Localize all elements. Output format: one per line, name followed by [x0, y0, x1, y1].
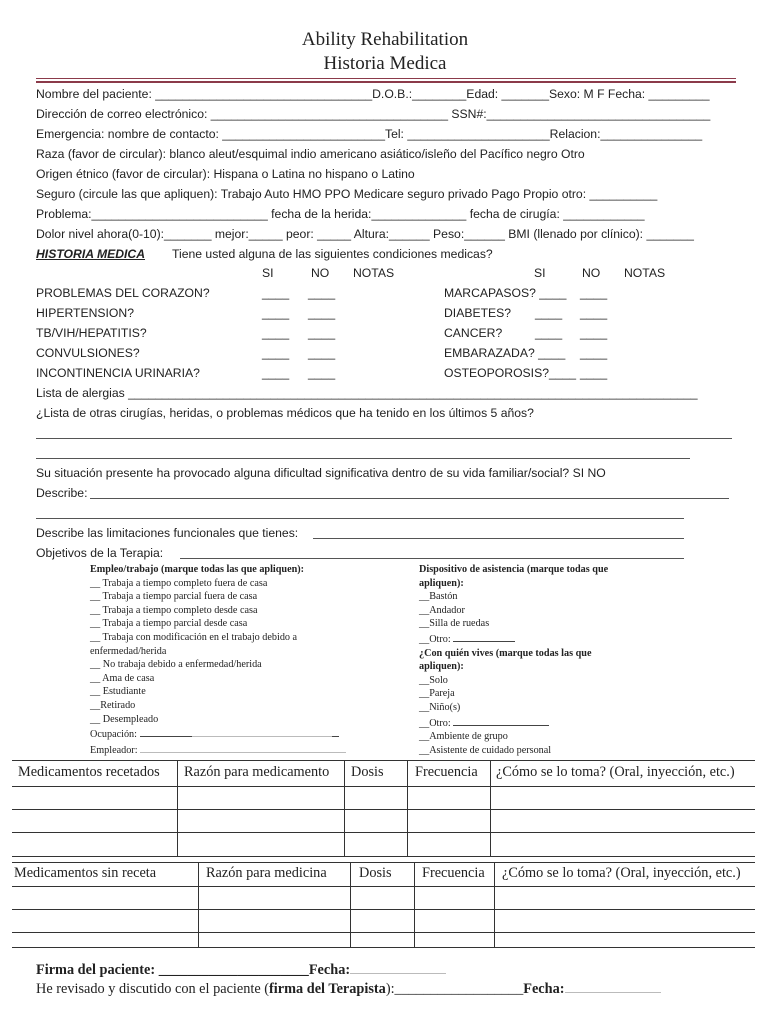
lives-with-option-other[interactable] [419, 715, 608, 731]
heart-no-blank[interactable]: ____ [308, 286, 336, 300]
condition-cancer: CANCER? [444, 326, 503, 340]
col-notas-right: NOTAS [624, 266, 666, 280]
therapist-signature-label: firma del Terapista [269, 981, 386, 997]
ethnicity-line[interactable]: Origen étnico (favor de circular): Hispana o Latina no hispano o Latino [36, 167, 415, 181]
condition-hypertension: HIPERTENSION? [36, 306, 134, 320]
assistive-heading: Dispositivo de asistencia (marque todas que [419, 564, 609, 575]
prescribed-col-reason: Razón para medicamento [184, 764, 330, 780]
employer-field[interactable] [90, 742, 346, 758]
employment-heading: Empleo/trabajo (marque todas las que apliquen): [90, 564, 305, 575]
medical-history-heading: HISTORIA MEDICA [36, 247, 146, 261]
objectives-label: Objetivos de la Terapia: [36, 546, 164, 560]
col-si-right: SI [534, 266, 546, 280]
employment-option[interactable]: __Retirado [90, 699, 136, 711]
tb-si-blank[interactable]: ____ [262, 326, 290, 340]
lives-with-heading-cont: apliquen): [419, 661, 464, 673]
prescribed-col-how: ¿Cómo se lo toma? (Oral, inyección, etc.) [496, 764, 735, 780]
describe-answer-line-2[interactable] [36, 518, 684, 519]
lives-with-option[interactable]: __Solo [419, 674, 448, 686]
prescribed-col-dose: Dosis [351, 764, 384, 780]
patient-signature-line[interactable] [36, 961, 446, 979]
tb-no-blank[interactable]: ____ [308, 326, 336, 340]
pacemaker-no-blank[interactable]: ____ [580, 286, 608, 300]
convulsions-no-blank[interactable]: ____ [308, 346, 336, 360]
surgeries-answer-line-2[interactable] [36, 458, 690, 459]
assistive-option-other[interactable] [419, 631, 608, 647]
race-line[interactable]: Raza (favor de circular): blanco aleut/esquimal indio americano asiático/isleño del Pacífico negro Otro [36, 147, 585, 161]
employment-option[interactable]: __ Estudiante [90, 686, 146, 698]
col-no-left: NO [311, 266, 330, 280]
condition-pacemaker: MARCAPASOS? ____ [444, 286, 567, 300]
employment-option[interactable]: __ Desempleado [90, 713, 159, 725]
otc-col-how: ¿Cómo se lo toma? (Oral, inyección, etc.) [502, 865, 741, 881]
therapist-signature-line[interactable] [36, 980, 661, 998]
employment-option[interactable]: __ Trabaja con modificación en el trabajo debido a [90, 631, 298, 643]
condition-diabetes: DIABETES? [444, 306, 512, 320]
therapist-date-blank[interactable] [565, 980, 661, 993]
osteoporosis-no-blank[interactable]: ____ [580, 366, 608, 380]
prescribed-col-frequency: Frecuencia [415, 764, 478, 780]
hypertension-no-blank[interactable]: ____ [308, 306, 336, 320]
condition-convulsions: CONVULSIONES? [36, 346, 140, 360]
header-divider-double [36, 81, 736, 83]
emergency-contact-line[interactable]: Emergencia: nombre de contacto: ________________________Tel: _____________________Relacion:_______________ [36, 127, 703, 141]
hypertension-si-blank[interactable]: ____ [262, 306, 290, 320]
lives-with-option[interactable]: __Pareja [419, 688, 455, 700]
email-ssn-line[interactable]: Dirección de correo electrónico: ___________________________________ SSN#:_________________________________ [36, 107, 711, 121]
employment-option[interactable]: __ Trabaja a tiempo completo fuera de casa [90, 577, 268, 589]
condition-pregnant: EMBARAZADA? ____ [444, 346, 566, 360]
diabetes-no-blank[interactable]: ____ [580, 306, 608, 320]
occupation-field[interactable] [90, 726, 346, 742]
employment-section [90, 563, 346, 757]
otc-col-reason: Razón para medicina [206, 865, 327, 881]
lives-with-option[interactable]: __Asistente de cuidado personal [419, 744, 552, 756]
pain-level-line[interactable]: Dolor nivel ahora(0-10):_______ mejor:_____ peor: _____ Altura:______ Peso:______ BMI (llenado por clínico): _______ [36, 227, 694, 241]
objectives-answer-line[interactable] [180, 558, 684, 559]
limitations-label: Describe las limitaciones funcionales que tienes: [36, 526, 299, 540]
prescribed-col-medication: Medicamentos recetados [18, 764, 160, 780]
employment-option[interactable]: __ Trabaja a tiempo parcial fuera de casa [90, 591, 258, 603]
otc-col-frequency: Frecuencia [422, 865, 485, 881]
cancer-si-blank[interactable]: ____ [535, 326, 563, 340]
describe-label: Describe: [36, 486, 88, 500]
otc-col-dose: Dosis [359, 865, 392, 881]
form-title: Ability Rehabilitation [301, 29, 469, 50]
patient-signature-label: Firma del paciente: [36, 962, 156, 978]
condition-incontinence: INCONTINENCIA URINARIA? [36, 366, 200, 380]
lives-with-other-label: __Otro: [419, 717, 451, 729]
employment-option-cont: enfermedad/herida [90, 645, 167, 657]
lives-with-heading: ¿Con quién vives (marque todas las que [419, 647, 592, 659]
assistive-section [419, 563, 608, 757]
col-no-right: NO [582, 266, 601, 280]
assistive-option[interactable]: __Andador [419, 604, 465, 616]
lives-with-option[interactable]: __Ambiente de grupo [419, 731, 508, 743]
header-divider [36, 78, 736, 79]
condition-heart: PROBLEMAS DEL CORAZON? [36, 286, 210, 300]
problem-line[interactable]: Problema:__________________________ fecha de la herida:______________ fecha de cirugía: ____________ [36, 207, 645, 221]
situation-question[interactable]: Su situación presente ha provocado alguna dificultad significativa dentro de su vida familiar/social? SI NO [36, 466, 606, 480]
cancer-no-blank[interactable]: ____ [580, 326, 608, 340]
surgeries-answer-line-1[interactable] [36, 438, 732, 439]
incontinence-si-blank[interactable]: ____ [262, 366, 290, 380]
convulsions-si-blank[interactable]: ____ [262, 346, 290, 360]
employment-option[interactable]: __ Trabaja a tiempo parcial desde casa [90, 618, 248, 630]
surgeries-question: ¿Lista de otras cirugías, heridas, o problemas médicos que ha tenido en los últimos 5 años? [36, 406, 534, 420]
otc-col-medication: Medicamentos sin receta [14, 865, 157, 881]
insurance-line[interactable]: Seguro (circule las que apliquen): Trabajo Auto HMO PPO Medicare seguro privado Pago Propio otro: __________ [36, 187, 658, 201]
employment-option[interactable]: __ Trabaja a tiempo completo desde casa [90, 604, 258, 616]
occupation-label: Ocupación: [90, 729, 137, 741]
assistive-heading-cont: apliquen): [419, 577, 464, 589]
employer-label: Empleador: [90, 744, 138, 756]
condition-osteoporosis: OSTEOPOROSIS?____ [444, 366, 577, 380]
patient-signature-blank[interactable]: _____________________ [158, 962, 309, 978]
employment-option[interactable]: __ No trabaja debido a enfermedad/herida [90, 659, 262, 671]
condition-tb-hiv: TB/VIH/HEPATITIS? [36, 326, 147, 340]
diabetes-si-blank[interactable]: ____ [535, 306, 563, 320]
therapist-signature-blank[interactable]: ):__________________ [385, 981, 524, 997]
therapist-statement: He revisado y discutido con el paciente ( [36, 981, 270, 997]
heart-si-blank[interactable]: ____ [262, 286, 290, 300]
patient-name-line[interactable]: Nombre del paciente: ________________________________D.O.B.:________Edad: _______Sexo: M F Fecha: _________ [36, 87, 710, 101]
pregnant-no-blank[interactable]: ____ [580, 346, 608, 360]
allergies-line[interactable]: Lista de alergias ____________________________________________________________________________________ [36, 386, 698, 400]
col-notas-left: NOTAS [353, 266, 395, 280]
col-si-left: SI [262, 266, 274, 280]
incontinence-no-blank[interactable]: ____ [308, 366, 336, 380]
describe-answer-line-1[interactable] [90, 498, 729, 499]
conditions-question: Tiene usted alguna de las siguientes condiciones medicas? [172, 247, 493, 261]
assistive-option[interactable]: __Bastón [419, 591, 458, 603]
limitations-answer-line[interactable] [313, 538, 684, 539]
assistive-option[interactable]: __Silla de ruedas [419, 618, 490, 630]
employment-option[interactable]: __ Ama de casa [90, 672, 155, 684]
therapist-date-label: Fecha: [523, 981, 565, 997]
assistive-other-label: __Otro: [419, 633, 451, 645]
patient-date-label: Fecha: [308, 962, 351, 978]
lives-with-option[interactable]: __Niño(s) [419, 701, 461, 713]
form-subtitle: Historia Medica [323, 53, 447, 74]
patient-date-blank[interactable] [350, 961, 446, 974]
